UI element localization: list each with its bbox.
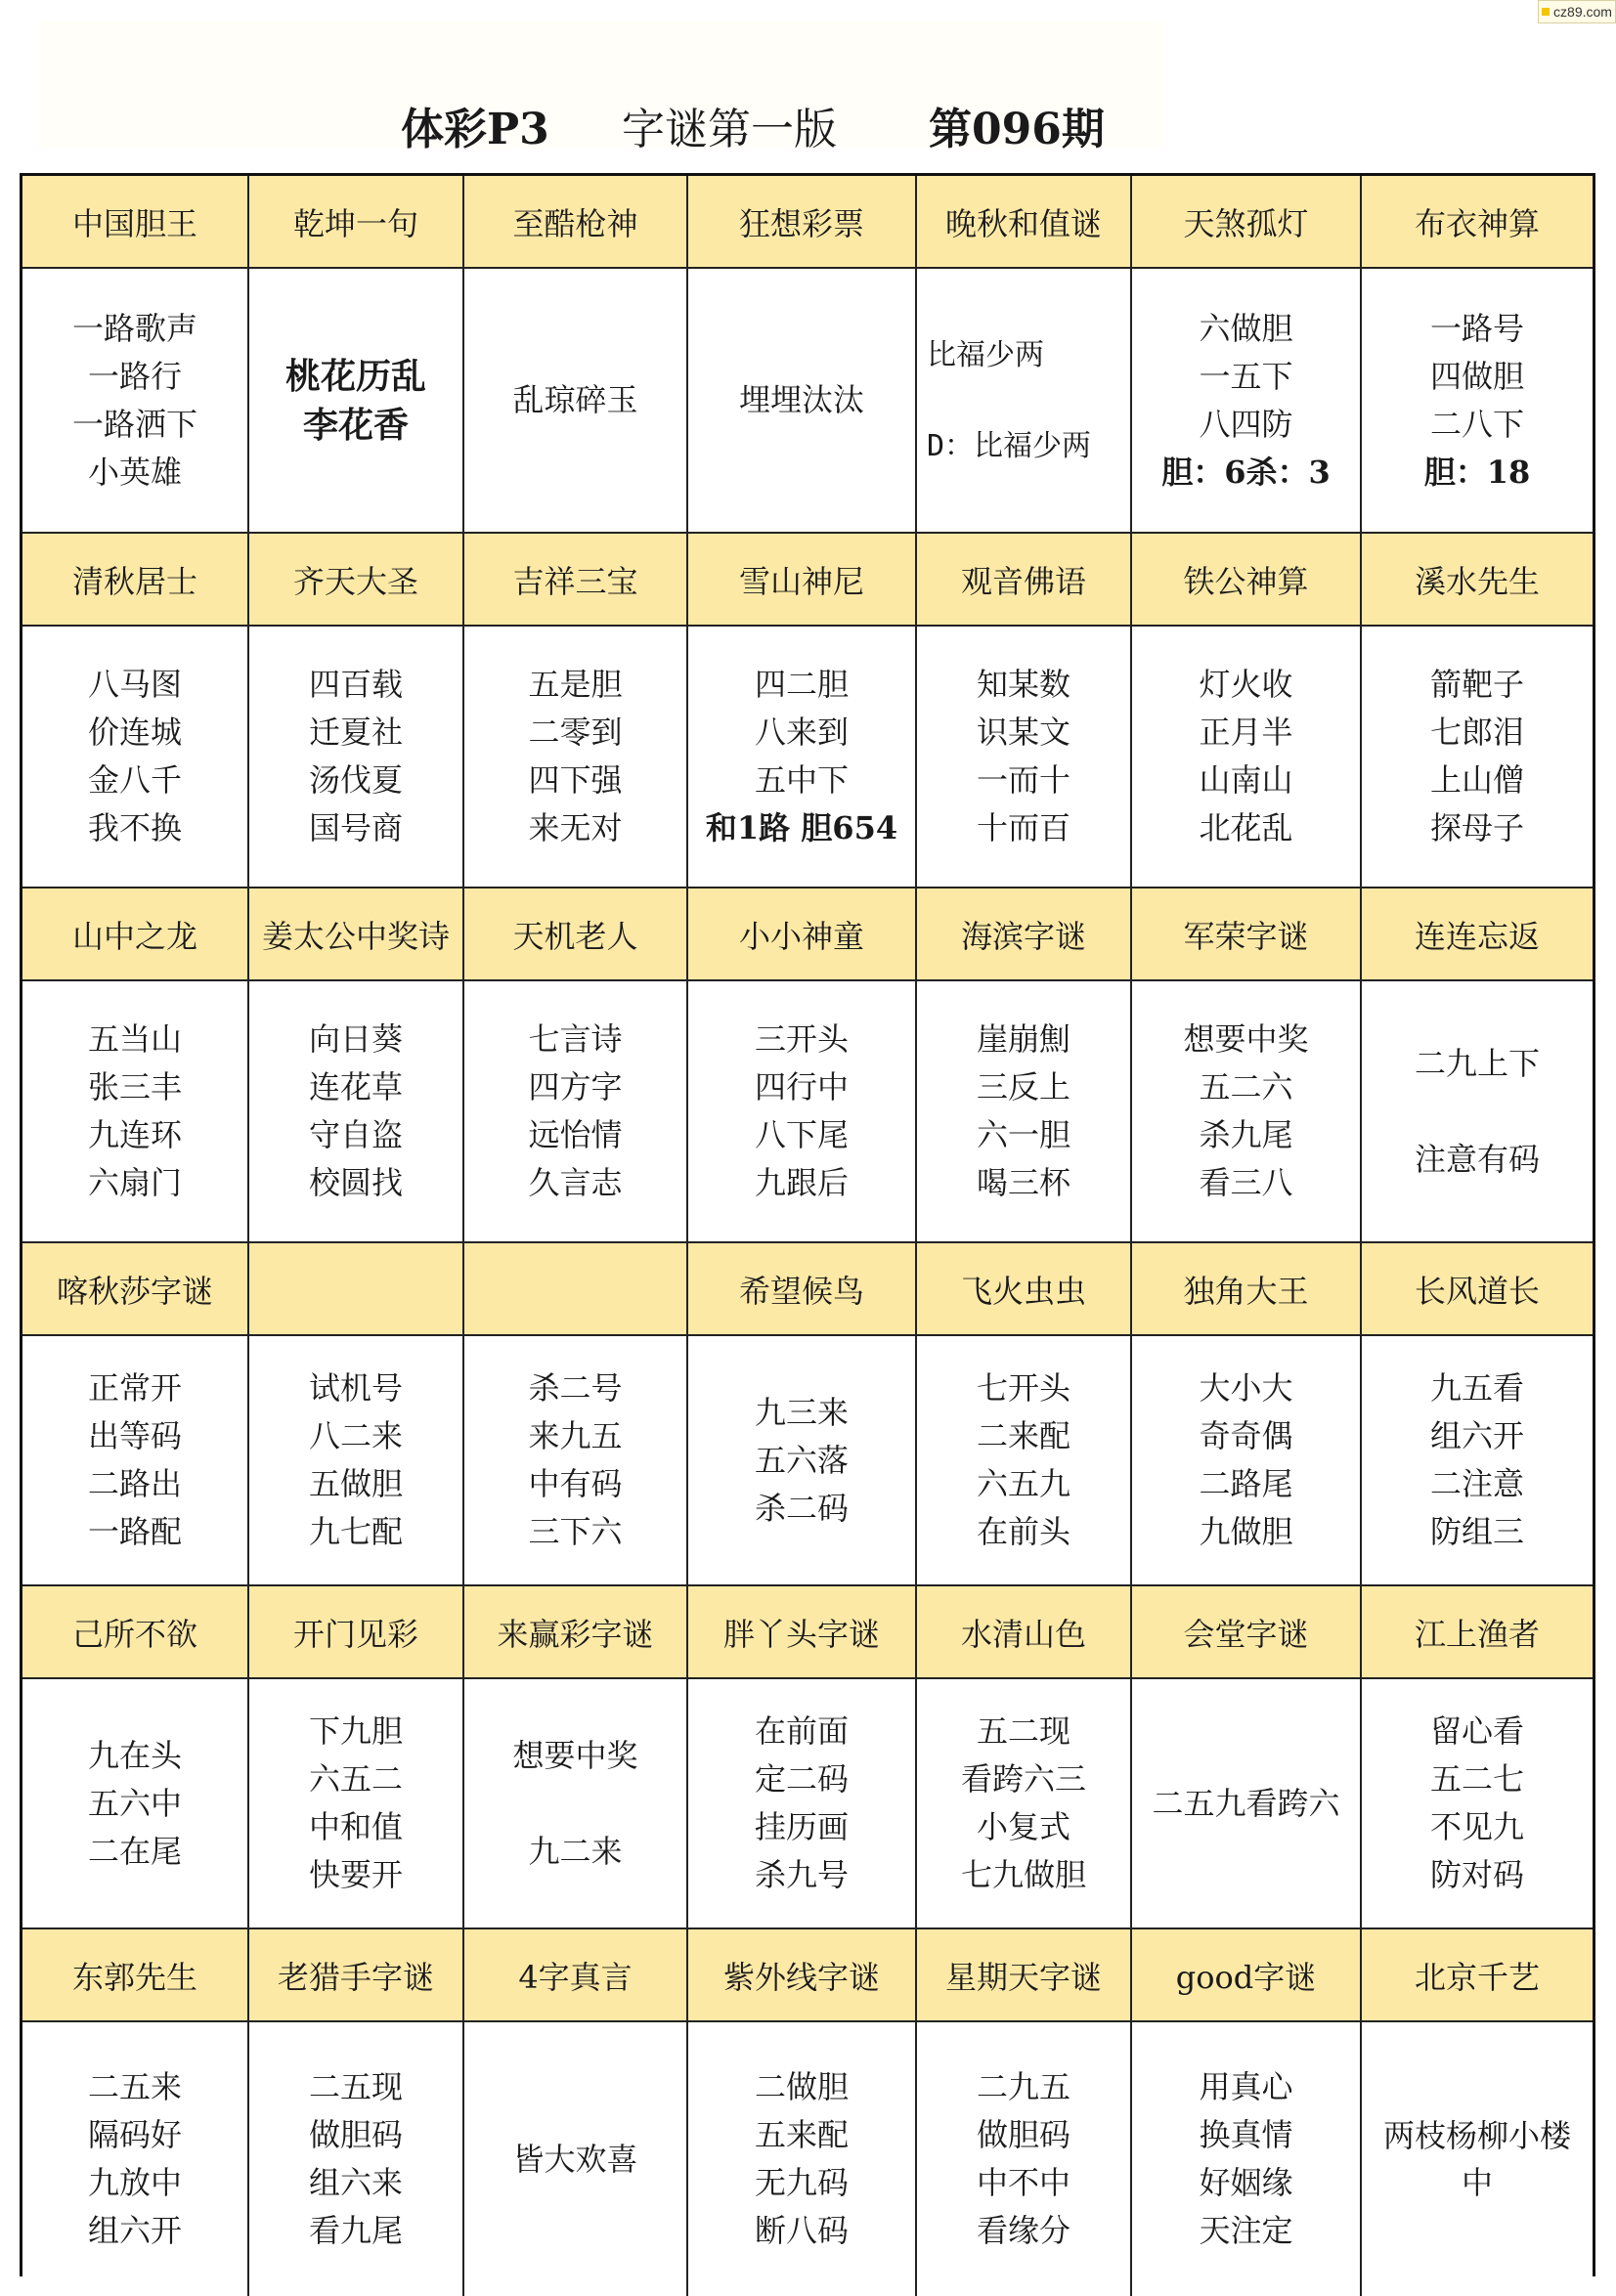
header-cell (22, 888, 249, 981)
header-cell (464, 1929, 688, 2022)
riddle-cell (1132, 269, 1362, 534)
riddle-line: 两枝杨柳小楼中 (1382, 2117, 1571, 2201)
riddle-line: 八马图 (87, 666, 182, 703)
riddle-line: 喝三杯 (976, 1164, 1070, 1201)
riddle-line: 埋埋汰汰 (738, 381, 864, 418)
header-label: 连连忘返 (1414, 917, 1540, 955)
riddle-cell (688, 2022, 917, 2296)
riddle-line: 来无对 (528, 809, 623, 846)
riddle-line: 防对码 (1429, 1856, 1524, 1893)
site-watermark (1538, 0, 1616, 23)
header-cell (249, 1586, 464, 1679)
riddle-line: 国号商 (308, 809, 403, 846)
riddle-line: 二来配 (976, 1417, 1070, 1454)
header-cell (917, 888, 1132, 981)
riddle-line: 五当山 (87, 1020, 182, 1058)
riddle-line: 九二来 (528, 1832, 623, 1870)
header-cell (464, 888, 688, 981)
riddle-line: 小复式 (976, 1808, 1070, 1845)
riddle-line: 崖崩劁 (976, 1020, 1070, 1058)
riddle-line: 乱琼碎玉 (512, 381, 638, 418)
riddle-cell (464, 1679, 688, 1929)
header-label: 雪山神尼 (738, 562, 864, 600)
riddle-line: 想要中奖 (512, 1736, 638, 1774)
riddle-line: 看九尾 (308, 2212, 403, 2249)
header-cell (688, 888, 917, 981)
header-label: 胖丫头字谜 (722, 1615, 880, 1653)
header-label: 中国胆王 (71, 204, 197, 242)
riddle-line: 迁夏社 (308, 714, 403, 751)
riddle-line: 在前面 (754, 1712, 849, 1750)
riddle-line: 二路出 (87, 1465, 182, 1502)
header-cell (1132, 534, 1362, 627)
riddle-line: 一路歌声 (71, 309, 197, 347)
riddle-line: 校圆找 (308, 1164, 403, 1201)
header-label: 清秋居士 (71, 562, 197, 600)
header-cell (917, 1586, 1132, 1679)
riddle-line: 金八千 (87, 761, 182, 799)
header-cell (1362, 176, 1593, 269)
header-cell (917, 1243, 1132, 1336)
riddle-cell (1362, 1679, 1593, 1929)
riddle-line: 六扇门 (87, 1164, 182, 1201)
header-label: 晚秋和值谜 (944, 204, 1102, 242)
riddle-line: 组六开 (87, 2212, 182, 2249)
riddle-line: D：比福少两 (927, 428, 1092, 463)
header-cell (22, 534, 249, 627)
header-label: good字谜 (1175, 1958, 1317, 1996)
riddle-cell (1362, 981, 1593, 1243)
riddle-line: 看三八 (1199, 1164, 1293, 1201)
riddle-line: 四下强 (528, 761, 623, 799)
riddle-cell (249, 269, 464, 534)
riddle-line: 探母子 (1429, 809, 1524, 846)
header-label: 至酷枪神 (512, 204, 638, 242)
header-label: 小小神童 (738, 917, 864, 955)
riddle-cell (464, 1336, 688, 1586)
riddle-cell (22, 627, 249, 888)
riddle-line: 二零到 (528, 714, 623, 751)
header-cell (688, 534, 917, 627)
riddle-line: 八二来 (308, 1417, 403, 1454)
riddle-line: 二八下 (1429, 405, 1524, 443)
header-cell (249, 1243, 464, 1336)
header-label: 海滨字谜 (960, 917, 1086, 955)
riddle-line: 四方字 (528, 1068, 623, 1105)
riddle-line: 正常开 (87, 1369, 182, 1407)
riddle-line: 李花香 (302, 404, 409, 446)
riddle-cell (688, 1679, 917, 1929)
riddle-line: 北花乱 (1199, 809, 1293, 846)
riddle-cell (249, 1679, 464, 1929)
header-label: 天煞孤灯 (1183, 204, 1309, 242)
riddle-line: 灯火收 (1199, 666, 1293, 703)
header-label: 希望候鸟 (738, 1272, 864, 1310)
riddle-line: 奇奇偶 (1199, 1417, 1293, 1454)
logo-square-icon (1542, 8, 1550, 16)
header-cell (1132, 888, 1362, 981)
riddle-cell (249, 981, 464, 1243)
title-lottery: 体彩P3 (401, 105, 549, 154)
riddle-line: 二做胆 (754, 2068, 849, 2105)
riddle-cell (1132, 2022, 1362, 2296)
riddle-line: 五二现 (976, 1712, 1070, 1750)
header-cell (22, 1929, 249, 2022)
riddle-line: 杀九尾 (1199, 1116, 1293, 1153)
riddle-line: 五是胆 (528, 666, 623, 703)
riddle-cell (22, 269, 249, 534)
riddle-line: 四做胆 (1429, 357, 1524, 395)
riddle-cell (464, 2022, 688, 2296)
riddle-line: 一路号 (1429, 309, 1524, 347)
riddle-line: 杀二号 (528, 1369, 623, 1407)
header-label: 东郭先生 (71, 1958, 197, 1996)
header-label: 布衣神算 (1414, 204, 1540, 242)
riddle-line: 七言诗 (528, 1020, 623, 1058)
header-label: 星期天字谜 (944, 1958, 1102, 1996)
riddle-line: 想要中奖 (1183, 1020, 1309, 1058)
riddle-line: 断八码 (754, 2212, 849, 2249)
riddle-line: 看跨六三 (960, 1760, 1086, 1798)
header-label: 来赢彩字谜 (497, 1615, 654, 1653)
header-cell (249, 534, 464, 627)
riddle-line: 向日葵 (308, 1020, 403, 1058)
riddle-line: 二五九看跨六 (1152, 1784, 1340, 1822)
riddle-line: 五六落 (754, 1441, 849, 1479)
riddle-cell (249, 627, 464, 888)
header-cell (464, 1586, 688, 1679)
header-cell (688, 176, 917, 269)
riddle-line: 上山僧 (1429, 761, 1524, 799)
riddle-line: 中和值 (308, 1808, 403, 1845)
riddle-line: 四行中 (754, 1068, 849, 1105)
riddle-line: 不见九 (1429, 1808, 1524, 1845)
riddle-line: 七九做胆 (960, 1856, 1086, 1893)
riddle-line: 组六开 (1429, 1417, 1524, 1454)
riddle-cell (464, 981, 688, 1243)
riddle-line: 一而十 (976, 761, 1070, 799)
riddle-line: 知某数 (976, 666, 1070, 703)
riddle-line: 识某文 (976, 714, 1070, 751)
riddle-line: 六五九 (976, 1465, 1070, 1502)
riddle-cell (917, 2022, 1132, 2296)
riddle-cell (1362, 2022, 1593, 2296)
header-label: 溪水先生 (1414, 562, 1540, 600)
header-label: 北京千艺 (1414, 1958, 1540, 1996)
header-cell (1132, 1243, 1362, 1336)
riddle-line: 六五二 (308, 1760, 403, 1798)
header-cell (917, 1929, 1132, 2022)
riddle-line: 用真心 (1199, 2068, 1293, 2105)
header-cell (22, 1243, 249, 1336)
header-label: 军荣字谜 (1183, 917, 1309, 955)
riddle-line: 二注意 (1429, 1465, 1524, 1502)
header-cell (22, 176, 249, 269)
riddle-line: 六做胆 (1199, 309, 1293, 347)
riddle-cell (917, 627, 1132, 888)
riddle-line: 试机号 (308, 1369, 403, 1407)
header-cell (917, 534, 1132, 627)
riddle-cell (917, 269, 1132, 534)
riddle-line: 比福少两 (927, 337, 1044, 372)
riddle-line: 九三来 (754, 1393, 849, 1431)
riddle-line: 三开头 (754, 1020, 849, 1058)
riddle-line: 张三丰 (87, 1068, 182, 1105)
riddle-line: 在前头 (976, 1513, 1070, 1550)
header-label: 长风道长 (1414, 1272, 1540, 1310)
header-label: 山中之龙 (71, 917, 197, 955)
riddle-line: 中不中 (976, 2164, 1070, 2201)
header-cell (249, 888, 464, 981)
riddle-line: 四二胆 (754, 666, 849, 703)
riddle-line: 杀九号 (754, 1856, 849, 1893)
riddle-line: 皆大欢喜 (512, 2140, 638, 2178)
header-cell (464, 176, 688, 269)
watermark-text: cz89.com (1553, 4, 1612, 20)
header-cell (1132, 176, 1362, 269)
header-cell (1362, 1243, 1593, 1336)
riddle-line: 一路洒下 (71, 405, 197, 443)
title-issue: 第096期 (929, 105, 1105, 154)
riddle-line: 十而百 (976, 809, 1070, 846)
header-label: 江上渔者 (1414, 1615, 1540, 1653)
riddle-line: 八四防 (1199, 405, 1293, 443)
riddle-line: 一路配 (87, 1513, 182, 1550)
header-cell (1132, 1929, 1362, 2022)
riddle-line: 二五现 (308, 2068, 403, 2105)
riddle-line: 组六来 (308, 2164, 403, 2201)
riddle-line: 小英雄 (87, 453, 182, 491)
riddle-line: 五六中 (87, 1784, 182, 1822)
riddle-line: 五中下 (754, 761, 849, 799)
header-label: 铁公神算 (1183, 562, 1309, 600)
riddle-line: 挂历画 (754, 1808, 849, 1845)
riddle-line: 做胆码 (976, 2116, 1070, 2153)
header-label: 开门见彩 (292, 1615, 418, 1653)
riddle-cell (1362, 269, 1593, 534)
riddle-line: 二五来 (87, 2068, 182, 2105)
title-edition: 字谜第一版 (622, 105, 837, 154)
header-label: 独角大王 (1183, 1272, 1309, 1310)
riddle-line: 山南山 (1199, 761, 1293, 799)
riddle-line: 出等码 (87, 1417, 182, 1454)
riddle-line: 二九上下 (1414, 1044, 1540, 1082)
riddle-cell (1132, 627, 1362, 888)
riddle-line: 看缘分 (976, 2212, 1070, 2249)
riddle-line: 桃花历乱 (284, 355, 426, 397)
riddle-cell (917, 1336, 1132, 1586)
riddle-line: 杀二码 (754, 1489, 849, 1527)
riddle-cell (1362, 1336, 1593, 1586)
riddle-line: 隔码好 (87, 2116, 182, 2153)
riddle-line: 六一胆 (976, 1116, 1070, 1153)
riddle-line: 二路尾 (1199, 1465, 1293, 1502)
header-label: 姜太公中奖诗 (261, 917, 450, 955)
riddle-line: 九七配 (308, 1513, 403, 1550)
page-title (0, 94, 1616, 154)
riddle-line: 大小大 (1199, 1369, 1293, 1407)
riddle-cell (688, 981, 917, 1243)
riddle-line: 换真情 (1199, 2116, 1293, 2153)
header-cell (688, 1243, 917, 1336)
riddle-line: 价连城 (87, 714, 182, 751)
riddle-line: 五二六 (1199, 1068, 1293, 1105)
riddle-line: 下九胆 (308, 1712, 403, 1750)
riddle-line: 五做胆 (308, 1465, 403, 1502)
header-cell (1362, 1929, 1593, 2022)
riddle-cell (1132, 1336, 1362, 1586)
riddle-line: 久言志 (528, 1164, 623, 1201)
header-label: 狂想彩票 (738, 204, 864, 242)
riddle-cell (688, 627, 917, 888)
header-cell (1362, 888, 1593, 981)
riddle-cell (22, 1679, 249, 1929)
riddle-line: 连花草 (308, 1068, 403, 1105)
riddle-line: 四百载 (308, 666, 403, 703)
riddle-line: 三反上 (976, 1068, 1070, 1105)
riddle-line: 一五下 (1199, 357, 1293, 395)
header-label: 老猎手字谜 (277, 1958, 434, 1996)
header-label: 会堂字谜 (1183, 1615, 1309, 1653)
header-label: 观音佛语 (960, 562, 1086, 600)
riddle-line: 三下六 (528, 1513, 623, 1550)
riddle-line: 汤伐夏 (308, 761, 403, 799)
riddle-line: 五来配 (754, 2116, 849, 2153)
riddle-line: 守自盗 (308, 1116, 403, 1153)
riddle-line: 远怡情 (528, 1116, 623, 1153)
riddle-line: 箭靶子 (1429, 666, 1524, 703)
header-label: 水清山色 (960, 1615, 1086, 1653)
header-cell (1132, 1586, 1362, 1679)
header-cell (464, 534, 688, 627)
header-label: 吉祥三宝 (512, 562, 638, 600)
riddle-line: 正月半 (1199, 714, 1293, 751)
riddle-line: 二九五 (976, 2068, 1070, 2105)
riddle-line: 做胆码 (308, 2116, 403, 2153)
riddle-line: 九放中 (87, 2164, 182, 2201)
riddle-line: 我不换 (87, 809, 182, 846)
header-label: 4字真言 (518, 1958, 633, 1996)
riddle-cell (917, 1679, 1132, 1929)
header-cell (464, 1243, 688, 1336)
riddle-line: 二在尾 (87, 1832, 182, 1870)
riddle-cell (22, 2022, 249, 2296)
riddle-cell (688, 269, 917, 534)
riddle-line: 胆：6杀：3 (1161, 453, 1331, 491)
riddle-cell (22, 1336, 249, 1586)
riddle-cell (1362, 627, 1593, 888)
riddle-line: 天注定 (1199, 2212, 1293, 2249)
riddle-line: 留心看 (1429, 1712, 1524, 1750)
header-label: 紫外线字谜 (722, 1958, 880, 1996)
riddle-cell (464, 269, 688, 534)
riddle-cell (464, 627, 688, 888)
riddle-line: 九连环 (87, 1116, 182, 1153)
riddle-line: 九做胆 (1199, 1513, 1293, 1550)
header-label: 齐天大圣 (292, 562, 418, 600)
riddle-line: 中有码 (528, 1465, 623, 1502)
riddle-cell (1132, 981, 1362, 1243)
riddle-line: 八来到 (754, 714, 849, 751)
riddle-line: 无九码 (754, 2164, 849, 2201)
header-label: 己所不欲 (71, 1615, 197, 1653)
header-cell (1362, 1586, 1593, 1679)
riddle-line: 快要开 (308, 1856, 403, 1893)
riddle-cell (917, 981, 1132, 1243)
riddle-line: 来九五 (528, 1417, 623, 1454)
header-cell (917, 176, 1132, 269)
riddle-line: 好姻缘 (1199, 2164, 1293, 2201)
riddle-cell (22, 981, 249, 1243)
header-label: 喀秋莎字谜 (56, 1272, 213, 1310)
header-cell (688, 1929, 917, 2022)
riddle-line: 九五看 (1429, 1369, 1524, 1407)
riddle-line: 注意有码 (1414, 1140, 1540, 1178)
riddle-line: 八下尾 (754, 1116, 849, 1153)
riddle-cell (1132, 1679, 1362, 1929)
riddle-line: 定二码 (754, 1760, 849, 1798)
header-label: 乾坤一句 (292, 204, 418, 242)
riddle-line: 一路行 (87, 357, 182, 395)
riddle-table (20, 173, 1595, 2276)
riddle-cell (249, 1336, 464, 1586)
riddle-line: 七开头 (976, 1369, 1070, 1407)
header-label: 飞火虫虫 (960, 1272, 1086, 1310)
header-cell (22, 1586, 249, 1679)
riddle-cell (249, 2022, 464, 2296)
riddle-cell (688, 1336, 917, 1586)
riddle-line: 七郎泪 (1429, 714, 1524, 751)
header-cell (249, 1929, 464, 2022)
header-cell (688, 1586, 917, 1679)
riddle-line: 九在头 (87, 1736, 182, 1774)
riddle-line: 胆：18 (1423, 453, 1531, 491)
header-label: 天机老人 (512, 917, 638, 955)
header-cell (249, 176, 464, 269)
riddle-line: 防组三 (1429, 1513, 1524, 1550)
riddle-line: 和1路 胆654 (705, 809, 898, 846)
riddle-line: 五二七 (1429, 1760, 1524, 1798)
riddle-line: 九跟后 (754, 1164, 849, 1201)
header-cell (1362, 534, 1593, 627)
